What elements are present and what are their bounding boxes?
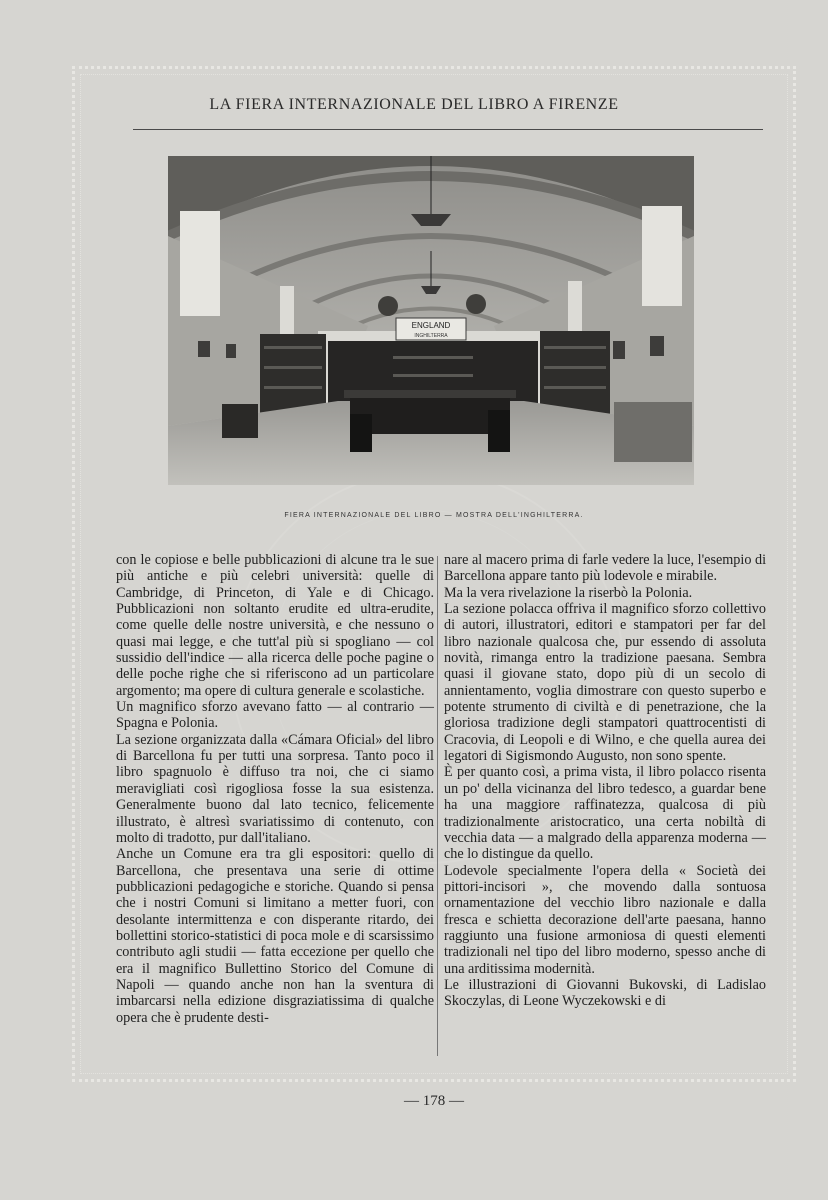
banner-text-england: ENGLAND: [411, 321, 451, 330]
paragraph: La sezione organizzata dalla «Cámara Oficial» del libro di Barcellona fu per tutti una sorpresa. Tanto poco il libro spagnuolo è diffuso tra noi, che ci siamo meravigliati così rigogliosa fosse la sua esistenza. Generalmente buono dal lato tecnico, felicemente illustrato, è altresì svariatissimo di contenuto, con molto di tradotto, pur dall'italiano.: [116, 731, 434, 846]
right-column: [444, 552, 766, 1010]
hall-illustration: [168, 156, 694, 485]
paragraph: Anche un Comune era tra gli espositori: quello di Barcellona, che presentava una serie di ottime pubblicazioni pedagogiche e storiche. Quando si pensa che i nostri Comuni si limitano a metter fuori, con desolante intermittenza e con disperante ritardo, dei bollettini storico-statistici di poca mole e di scarsissimo contributo agli studii — fatta eccezione per quello che era il magnifico Bullettino Storico del Comune di Napoli — quando anche non han la sventura di imbarcarsi nella edizione disgraziatissima di qualche opera che è prudente desti-: [116, 846, 434, 1026]
paragraph: Ma la vera rivelazione la riserbò la Polonia.: [444, 584, 693, 601]
paragraph: La sezione polacca offriva il magnifico sforzo collettivo di autori, illustratori, editori e stampatori per far del libro nazionale qualcosa che, pur essendo di assoluta novità, rimanga entro la tradizione paesana. Sembra quasi il giovane stato, dopo più di un secolo di annientamento, voglia dimostrare con questo superbo e potente strumento di civiltà e di penetrazione, che la gloriosa tradizione degli stampatori quattrocentisti di Cracovia, di Leopoli e di Wilno, e che quella aurea dei legatori di Sigismondo Augusto, non sono spente.: [444, 601, 766, 765]
exhibition-photo: [168, 156, 694, 485]
photo-caption: FIERA INTERNAZIONALE DEL LIBRO — MOSTRA DELL'INGHILTERRA.: [284, 512, 584, 519]
running-header: LA FIERA INTERNAZIONALE DEL LIBRO A FIRENZE: [209, 96, 619, 113]
banner-text-inghilterra: INGHILTERRA: [414, 333, 448, 339]
paragraph: con le copiose e belle pubblicazioni di alcune tra le sue più antiche e più celebri università: quelle di Cambridge, di Princeton, di Yale e di Chicago. Pubblicazioni non soltanto erudite ed ultra-erudite, come quelle delle nostre università, e che nessuno o quasi mai legge, e che tutt'al più si spogliano — col sussidio dell'indice — alla ricerca delle poche pagine o delle poche righe che si riferiscono ad un particolare argomento; ma opere di cultura generale e scolastiche.: [116, 552, 434, 699]
paragraph: nare al macero prima di farle vedere la luce, l'esempio di Barcellona appare tanto più lodevole e mirabile.: [444, 552, 767, 585]
paragraph: È per quanto così, a prima vista, il libro polacco risenta un po' della vicinanza del libro tedesco, a guardar bene ha una maggiore raffinatezza, qualcosa di più tradizionalmente aristocratico, una certa nobiltà di vecchia data — a malgrado della apparenza moderna — che lo distingue da quello.: [444, 764, 766, 863]
page-number: — 178 —: [404, 1093, 464, 1109]
paragraph: Un magnifico sforzo avevano fatto — al contrario — Spagna e Polonia.: [116, 699, 434, 732]
paragraph: Lodevole specialmente l'opera della « Società dei pittori-incisori », che movendo dalla sontuosa ornamentazione del vecchio libro nazionale e dalla fresca e schietta decorazione dell'arte paesana, hanno raggiunto una fusione armoniosa di questi elementi tradizionali nel tipo del libro moderno, spesso anche di una arditissima modernità.: [444, 862, 766, 977]
left-column: [116, 552, 434, 1026]
paragraph: Le illustrazioni di Giovanni Bukovski, di Ladislao Skoczylas, di Leone Wyczekowski e di: [444, 976, 766, 1010]
column-rule: [437, 556, 438, 1056]
header-rule: [133, 129, 763, 130]
